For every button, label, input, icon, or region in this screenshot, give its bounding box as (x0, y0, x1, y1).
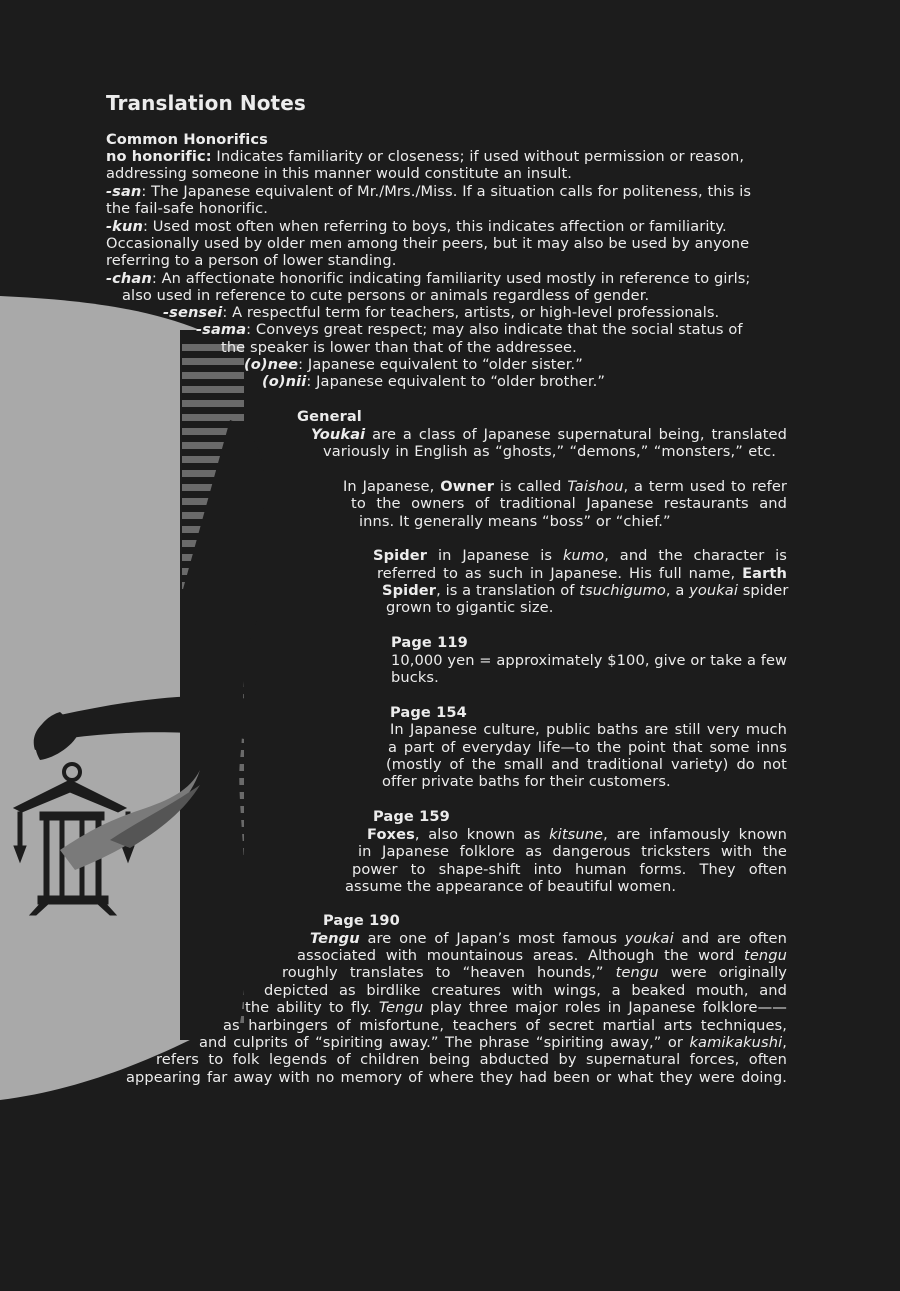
slat (182, 400, 244, 407)
page-154-note-cont: a part of everyday life—to the point that some inns (388, 739, 787, 756)
page-190-note-cont: roughly translates to “heaven hounds,” tengu were originally (282, 964, 787, 981)
honorific-sama-cont: the speaker is lower than that of the addressee. (221, 339, 577, 356)
page-190-note-cont: appearing far away with no memory of where they had been or what they were doing. (126, 1069, 787, 1086)
page-159-heading: Page 159 (373, 808, 450, 825)
slat (182, 372, 244, 379)
honorific-sensei: -sensei: A respectful term for teachers, artists, or high-level professionals. (163, 304, 720, 321)
note-spider-cont: Spider, is a translation of tsuchigumo, a youkai spider (382, 582, 789, 599)
page-159-note-cont: assume the appearance of beautiful women. (345, 878, 677, 895)
note-spider: Spider in Japanese is kumo, and the character is (373, 547, 787, 564)
honorific-san-cont: the fail-safe honorific. (106, 200, 269, 217)
page-190-note: Tengu are one of Japan’s most famous youkai and are often (310, 930, 787, 947)
page-154-note-cont: offer private baths for their customers. (382, 773, 671, 790)
page-154-heading: Page 154 (390, 704, 467, 721)
honorific-san: -san: The Japanese equivalent of Mr./Mrs./Miss. If a situation calls for politeness, this is (106, 183, 752, 200)
page-154-note: In Japanese culture, public baths are still very much (390, 721, 787, 738)
page-190-note-cont: as harbingers of misfortune, teachers of secret martial arts techniques, (223, 1017, 787, 1034)
honorific-none: no honorific: Indicates familiarity or closeness; if used without permission or reason, (106, 148, 745, 165)
title: Translation Notes (106, 91, 306, 115)
slat (182, 358, 244, 365)
honorifics-heading: Common Honorifics (106, 131, 268, 148)
slat (182, 414, 244, 421)
note-youkai: Youkai are a class of Japanese supernatural being, translated (311, 426, 787, 443)
honorific-none-cont: addressing someone in this manner would constitute an insult. (106, 165, 573, 182)
page-190-note-cont: and culprits of “spiriting away.” The phrase “spiriting away,” or kamikakushi, (199, 1034, 787, 1051)
honorific-onee: (o)nee: Japanese equivalent to “older sister.” (244, 356, 583, 373)
honorific-kun: -kun: Used most often when referring to boys, this indicates affection or familiarity. (106, 218, 727, 235)
page-190-note-cont: refers to folk legends of children being abducted by supernatural forces, often (156, 1051, 787, 1068)
general-heading: General (297, 408, 362, 425)
note-spider-cont: referred to as such in Japanese. His full name, Earth (377, 565, 787, 582)
page-119-note: 10,000 yen = approximately $100, give or take a few (391, 652, 788, 669)
note-owner-cont: inns. It generally means “boss” or “chief.” (359, 513, 671, 530)
honorific-onii: (o)nii: Japanese equivalent to “older brother.” (262, 373, 606, 390)
page-154-note-cont: (mostly of the small and traditional variety) do not (386, 756, 787, 773)
page-190-note-cont: the ability to fly. Tengu play three major roles in Japanese folklore—— (245, 999, 787, 1016)
note-youkai-cont: variously in English as “ghosts,” “demons,” “monsters,” etc. (323, 443, 776, 460)
honorific-sama: -sama: Conveys great respect; may also indicate that the social status of (196, 321, 743, 338)
note-owner: In Japanese, Owner is called Taishou, a term used to refer (343, 478, 787, 495)
page-159-note: Foxes, also known as kitsune, are infamously known (367, 826, 788, 843)
page-190-note-cont: associated with mountainous areas. Although the word tengu (297, 947, 787, 964)
note-spider-cont: grown to gigantic size. (386, 599, 554, 616)
honorific-chan-cont: also used in reference to cute persons or animals regardless of gender. (122, 287, 650, 304)
page-190-note-cont: depicted as birdlike creatures with wings, a beaked mouth, and (264, 982, 787, 999)
page-119-note-cont: bucks. (391, 669, 439, 686)
slat (182, 386, 244, 393)
honorific-kun-cont: Occasionally used by older men among their peers, but it may also be used by anyone (106, 235, 750, 252)
page-159-note-cont: power to shape-shift into human forms. They often (352, 861, 787, 878)
note-owner-cont: to the owners of traditional Japanese restaurants and (351, 495, 787, 512)
page-159-note-cont: in Japanese folklore as dangerous tricksters with the (358, 843, 787, 860)
honorific-chan: -chan: An affectionate honorific indicating familiarity used mostly in reference to girls; (106, 270, 751, 287)
honorific-kun-cont: referring to a person of lower standing. (106, 252, 397, 269)
page-119-heading: Page 119 (391, 634, 468, 651)
page-190-heading: Page 190 (323, 912, 400, 929)
